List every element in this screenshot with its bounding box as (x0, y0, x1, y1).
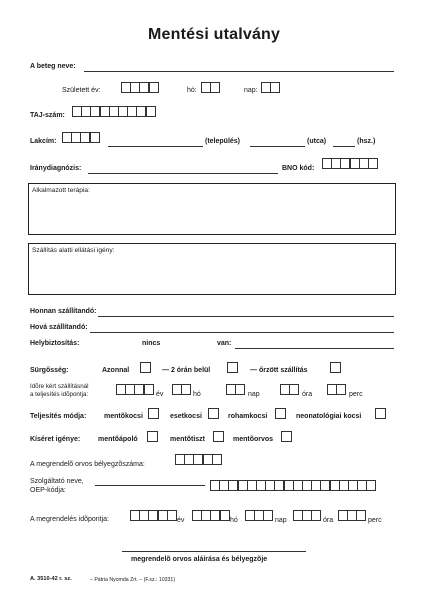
order-day-label: nap (275, 517, 287, 524)
req-year-label: év (156, 391, 164, 398)
location-yes-option[interactable]: van: (217, 340, 232, 347)
doctor-stamp-label: A megrendelõ orvos bélyegzõszáma: (30, 461, 145, 468)
order-day-boxes[interactable] (245, 510, 273, 521)
footer-printer: – Pátria Nyomda Zrt. – (F.sz.: 10331) (90, 577, 176, 583)
provider-name-field[interactable] (95, 485, 205, 486)
order-month-boxes[interactable] (192, 510, 229, 521)
fulfillment-option-2-label: esetkocsi (170, 413, 202, 420)
escort-option-1-checkbox[interactable] (147, 431, 158, 442)
provider-label-1: Szolgáltató neve, (30, 478, 84, 485)
provider-label-2: OEP-kódja: (30, 487, 66, 494)
req-month-boxes[interactable] (172, 384, 190, 395)
order-minute-boxes[interactable] (338, 510, 366, 521)
taj-boxes[interactable] (72, 106, 155, 117)
req-hour-boxes[interactable] (280, 384, 298, 395)
urgency-guarded-checkbox[interactable] (330, 362, 341, 373)
req-year-boxes[interactable] (116, 384, 153, 395)
street-label: (utca) (307, 138, 327, 145)
req-minute-boxes[interactable] (327, 384, 345, 395)
house-label: (hsz.) (357, 138, 376, 145)
location-none-option[interactable]: nincs (142, 340, 161, 347)
urgency-guarded-label: — őrzött szállítás (250, 367, 308, 374)
birth-day-boxes[interactable] (261, 82, 279, 93)
from-field[interactable] (98, 316, 394, 317)
doctor-stamp-boxes[interactable] (175, 454, 221, 465)
urgency-immediate-label: Azonnal (102, 367, 130, 374)
birth-month-label: hó: (187, 87, 197, 94)
from-label: Honnan szállítandó: (30, 308, 97, 315)
requested-time-label-1: Idõre kért szállításnál (30, 383, 89, 390)
footer-code: A. 3510-42 r. sz. (30, 576, 72, 582)
street-field[interactable] (250, 146, 305, 147)
address-label: Lakcím: (30, 138, 57, 145)
signature-line[interactable] (122, 551, 306, 552)
req-hour-label: óra (302, 391, 313, 398)
patient-name-label: A beteg neve: (30, 63, 76, 70)
bno-boxes[interactable] (322, 158, 377, 169)
urgency-label: Sürgősség: (30, 367, 69, 374)
urgency-immediate-checkbox[interactable] (140, 362, 151, 373)
diagnosis-field[interactable] (88, 173, 278, 174)
settlement-label: (település) (205, 138, 241, 145)
transport-care-box[interactable] (28, 243, 396, 295)
req-month-label: hó (193, 391, 201, 398)
urgency-2h-label: — 2 órán belül (162, 367, 211, 374)
to-field[interactable] (90, 332, 394, 333)
diagnosis-label: Iránydiagnózis: (30, 165, 82, 172)
fulfillment-label: Teljesítés módja: (30, 413, 87, 420)
req-day-label: nap (248, 391, 260, 398)
transport-care-label: Szállítás alatti ellátási igény: (32, 247, 115, 254)
fulfillment-option-1-label: mentõkocsi (104, 413, 143, 420)
birth-month-boxes[interactable] (201, 82, 219, 93)
page-title: Mentési utalvány (148, 26, 281, 43)
order-month-label: hó (230, 517, 238, 524)
fulfillment-option-4-checkbox[interactable] (375, 408, 386, 419)
fulfillment-option-3-checkbox[interactable] (275, 408, 286, 419)
requested-time-label-2: a teljesítés idõpontja: (30, 391, 89, 398)
therapy-box[interactable] (28, 183, 396, 235)
req-day-boxes[interactable] (226, 384, 244, 395)
fulfillment-option-2-checkbox[interactable] (208, 408, 219, 419)
fulfillment-option-1-checkbox[interactable] (148, 408, 159, 419)
taj-label: TAJ-szám: (30, 112, 65, 119)
zip-boxes[interactable] (62, 132, 99, 143)
escort-option-3-label: mentõorvos (233, 436, 274, 443)
settlement-field[interactable] (108, 146, 203, 147)
location-field[interactable] (235, 348, 394, 349)
req-minute-label: perc (349, 391, 363, 398)
therapy-label: Alkalmazott terápia: (32, 187, 90, 194)
escort-option-2-checkbox[interactable] (213, 431, 224, 442)
escort-option-2-label: mentõtiszt (170, 436, 205, 443)
order-time-label: A megrendelés idõpontja: (30, 516, 109, 523)
escort-label: Kíséret igénye: (30, 436, 81, 443)
fulfillment-option-4-label: neonatológiai kocsi (296, 413, 362, 420)
escort-option-1-label: mentõápoló (98, 436, 138, 443)
birth-day-label: nap: (244, 87, 258, 94)
patient-name-field[interactable] (84, 71, 394, 72)
provider-oep-boxes[interactable] (210, 480, 376, 491)
signature-label: megrendelõ orvos aláírása és bélyegzõje (131, 556, 268, 563)
bno-label: BNO kód: (282, 165, 315, 172)
fulfillment-option-3-label: rohamkocsi (228, 413, 268, 420)
escort-option-3-checkbox[interactable] (281, 431, 292, 442)
to-label: Hová szállítandó: (30, 324, 88, 331)
location-label: Helybiztosítás: (30, 340, 80, 347)
order-minute-label: perc (368, 517, 382, 524)
birth-year-label: Született év: (62, 87, 101, 94)
order-hour-label: óra (323, 517, 334, 524)
order-year-label: év (177, 517, 185, 524)
urgency-2h-checkbox[interactable] (227, 362, 238, 373)
order-hour-boxes[interactable] (293, 510, 321, 521)
order-year-boxes[interactable] (130, 510, 176, 521)
house-field[interactable] (333, 146, 355, 147)
birth-year-boxes[interactable] (121, 82, 158, 93)
